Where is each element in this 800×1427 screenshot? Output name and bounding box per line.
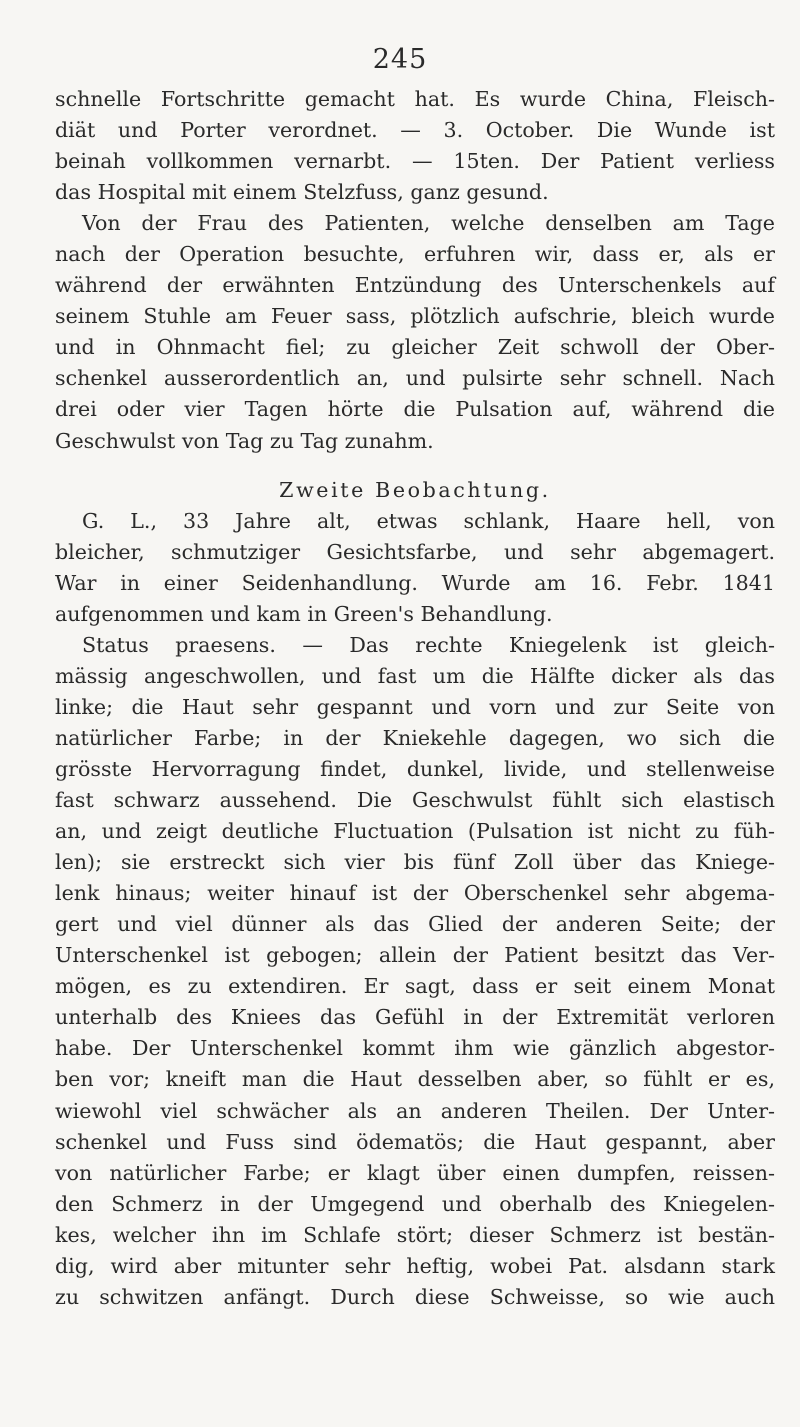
text-line: dig, wird aber mitunter sehr heftig, wobei Pat. alsdann stark [55,1253,775,1278]
body-text [55,84,775,1313]
text-line: drei oder vier Tagen hörte die Pulsation auf, während die [55,397,775,422]
text-line: ben vor; kneift man die Haut desselben aber, so fühlt er es, [55,1067,775,1092]
text-line: grösste Hervorragung findet, dunkel, livide, und stellenweise [55,756,775,781]
section-heading: Zweite Beobachtung. [279,477,551,502]
text-line: während der erwähnten Entzündung des Unterschenkels auf [55,273,775,298]
text-line: seinem Stuhle am Feuer sass, plötzlich aufschrie, bleich wurde [55,304,775,329]
text-line: diät und Porter verordnet. — 3. October. Die Wunde ist [55,118,775,143]
paragraph [55,630,775,1313]
text-line: nach der Operation besuchte, erfuhren wir, dass er, als er [55,242,775,267]
text-line: Status praesens. — Das rechte Kniegelenk ist gleich- [82,632,775,657]
text-line: an, und zeigt deutliche Fluctuation (Pulsation ist nicht zu füh- [55,819,775,844]
page-number: 245 [372,44,428,75]
text-line: mögen, es zu extendiren. Er sagt, dass er seit einem Monat [55,974,775,999]
text-line: zu schwitzen anfängt. Durch diese Schweisse, so wie auch [55,1284,775,1309]
text-line: schnelle Fortschritte gemacht hat. Es wurde China, Fleisch- [55,87,775,111]
text-line: G. L., 33 Jahre alt, etwas schlank, Haare hell, von [82,508,775,533]
text-line: den Schmerz in der Umgegend und oberhalb des Kniegelen- [55,1191,775,1216]
text-line: Von der Frau des Patienten, welche denselben am Tage [82,211,775,236]
text-line: von natürlicher Farbe; er klagt über einen dumpfen, reissen- [55,1160,775,1185]
text-line: Unterschenkel ist gebogen; allein der Patient besitzt das Ver- [55,943,775,968]
text-line: schenkel und Fuss sind ödematös; die Haut gespannt, aber [55,1129,775,1154]
text-line: schenkel ausserordentlich an, und pulsirte sehr schnell. Nach [55,366,775,391]
paragraph [55,506,775,630]
text-line: beinah vollkommen vernarbt. — 15ten. Der Patient verliess [55,149,775,174]
text-line: Geschwulst von Tag zu Tag zunahm. [55,428,434,453]
text-line: lenk hinaus; weiter hinauf ist der Oberschenkel sehr abgema- [55,881,775,906]
text-line: und in Ohnmacht fiel; zu gleicher Zeit schwoll der Ober- [55,335,775,360]
text-line: wiewohl viel schwächer als an anderen Theilen. Der Unter- [55,1098,775,1123]
text-line: len); sie erstreckt sich vier bis fünf Zoll über das Kniege- [55,850,775,875]
text-line: fast schwarz aussehend. Die Geschwulst fühlt sich elastisch [55,788,775,813]
paragraph [55,84,775,208]
text-line: natürlicher Farbe; in der Kniekehle dagegen, wo sich die [55,725,775,750]
text-line: habe. Der Unterschenkel kommt ihm wie gänzlich abgestor- [55,1036,775,1061]
text-line: bleicher, schmutziger Gesichtsfarbe, und sehr abgemagert. [55,539,775,564]
text-line: aufgenommen und kam in Green's Behandlung. [55,601,553,626]
text-line: War in einer Seidenhandlung. Wurde am 16. Febr. 1841 [55,570,775,595]
text-line: unterhalb des Kniees das Gefühl in der Extremität verloren [55,1005,775,1030]
text-line: mässig angeschwollen, und fast um die Hälfte dicker als das [55,663,775,688]
text-line: kes, welcher ihn im Schlafe stört; dieser Schmerz ist bestän- [55,1222,775,1247]
text-line: das Hospital mit einem Stelzfuss, ganz gesund. [55,180,549,205]
text-line: linke; die Haut sehr gespannt und vorn und zur Seite von [55,694,775,719]
paragraph [55,208,775,456]
text-line: gert und viel dünner als das Glied der anderen Seite; der [55,912,775,937]
